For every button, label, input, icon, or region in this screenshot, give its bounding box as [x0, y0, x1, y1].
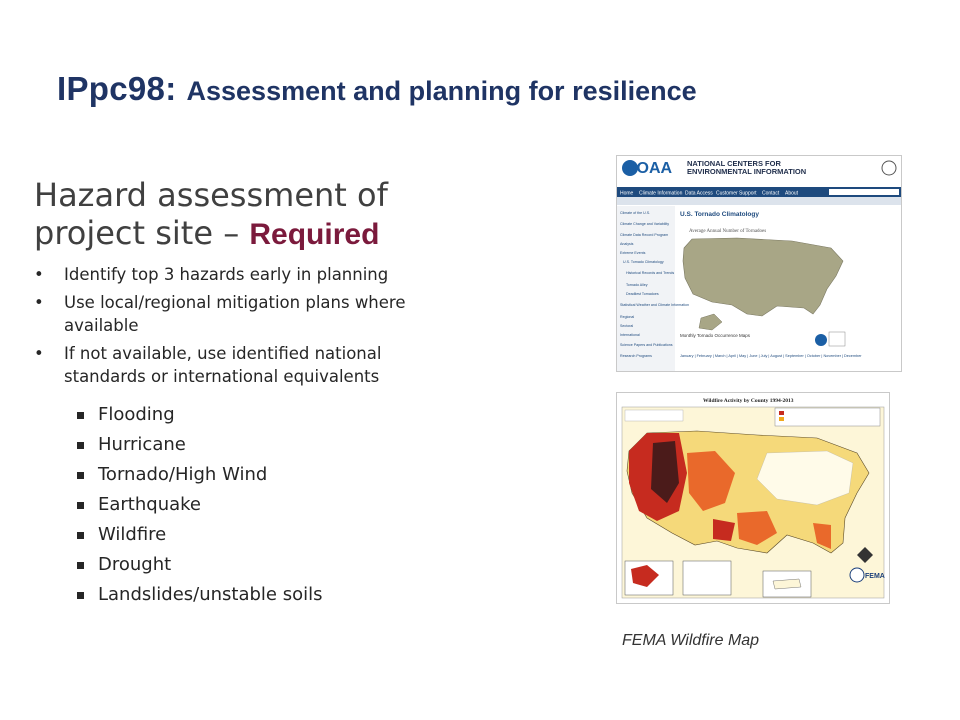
- wildfire-map-title: Wildfire Activity by County 1994-2013: [703, 398, 794, 404]
- wildfire-map-image: [617, 393, 889, 603]
- svg-text:Deadliest Tornadoes: Deadliest Tornadoes: [626, 292, 659, 296]
- map-legend: [775, 408, 880, 426]
- svg-text:Monthly Tornado Occurrence Map: Monthly Tornado Occurrence Maps: [680, 333, 750, 338]
- noaa-tornado-screenshot: [616, 155, 902, 372]
- hazard-item: Flooding: [76, 404, 323, 434]
- tornado-map-title: Average Annual Number of Tornadoes: [689, 229, 767, 234]
- bullet-item: • If not available, use identified national standards or international equivalents: [34, 344, 382, 386]
- svg-text:Climate Information: Climate Information: [639, 190, 683, 197]
- bullet-item: • Identify top 3 hazards early in planning: [34, 265, 389, 284]
- svg-text:Customer Support: Customer Support: [716, 190, 757, 197]
- noaa-page-image: [617, 156, 901, 371]
- svg-text:About: About: [785, 190, 799, 197]
- map-caption: FEMA Wildfire Map: [622, 632, 760, 649]
- title-text: Assessment and planning for resilience: [186, 76, 697, 106]
- svg-text:Tornado Alley: Tornado Alley: [626, 283, 648, 287]
- title-code: IPpc98:: [57, 70, 177, 107]
- noaa-logo-text: NOAA: [625, 160, 673, 177]
- fema-wildfire-map: [616, 392, 890, 604]
- noaa-search-input: [829, 189, 899, 195]
- hazard-item: Wildfire: [76, 524, 323, 554]
- fema-logo: FEMA: [865, 573, 885, 580]
- doc-seal-icon: [882, 161, 896, 175]
- svg-text:U.S. Tornado Climatology: U.S. Tornado Climatology: [623, 260, 664, 264]
- hazard-item: Drought: [76, 554, 323, 584]
- svg-text:Extreme Events: Extreme Events: [620, 251, 646, 255]
- svg-text:Home: Home: [620, 190, 634, 197]
- section-heading: [34, 176, 464, 254]
- bullet-list: [34, 263, 464, 393]
- svg-text:Climate of the U.S.: Climate of the U.S.: [620, 211, 651, 215]
- svg-text:Research Programs: Research Programs: [620, 354, 652, 358]
- svg-text:Climate Change and Variability: Climate Change and Variability: [620, 222, 670, 226]
- svg-text:Statistical Weather and Climat: Statistical Weather and Climate Information: [620, 303, 690, 307]
- hazard-item: Earthquake: [76, 494, 323, 524]
- bullet-item: • Use local/regional mitigation plans where available: [34, 293, 406, 335]
- svg-text:January | February | March | A: January | February | March | April | May | June | July | August | September | October | November | December: [680, 354, 862, 358]
- hazard-item: Landslides/unstable soils: [76, 584, 323, 614]
- required-label: Required: [249, 218, 380, 251]
- hazard-item: Tornado/High Wind: [76, 464, 323, 494]
- svg-text:Science Papers and Publication: Science Papers and Publications: [620, 343, 673, 347]
- hazard-item: Hurricane: [76, 434, 323, 464]
- svg-text:Contact: Contact: [762, 190, 780, 197]
- svg-text:Climate Data Record Program: Climate Data Record Program: [620, 233, 669, 237]
- fema-seal-icon: [850, 568, 864, 582]
- svg-text:NATIONAL CENTERS FOR: NATIONAL CENTERS FOR: [687, 159, 781, 168]
- slide-title: [57, 70, 697, 108]
- svg-text:International: International: [620, 333, 640, 337]
- hazard-list: [76, 404, 323, 614]
- noaa-page-heading: U.S. Tornado Climatology: [680, 211, 759, 218]
- svg-text:ENVIRONMENTAL INFORMATION: ENVIRONMENTAL INFORMATION: [687, 167, 807, 176]
- svg-text:Regional: Regional: [620, 315, 635, 319]
- svg-text:Analysis: Analysis: [620, 242, 634, 246]
- heading-text: Hazard assessment of project site –: [34, 176, 388, 252]
- hawaii-inset: [683, 561, 731, 595]
- noaa-emblem-icon: [815, 334, 827, 346]
- svg-text:Historical Records and Trends: Historical Records and Trends: [626, 271, 675, 275]
- svg-text:Data Access: Data Access: [685, 190, 713, 197]
- svg-text:Sectoral: Sectoral: [620, 324, 634, 328]
